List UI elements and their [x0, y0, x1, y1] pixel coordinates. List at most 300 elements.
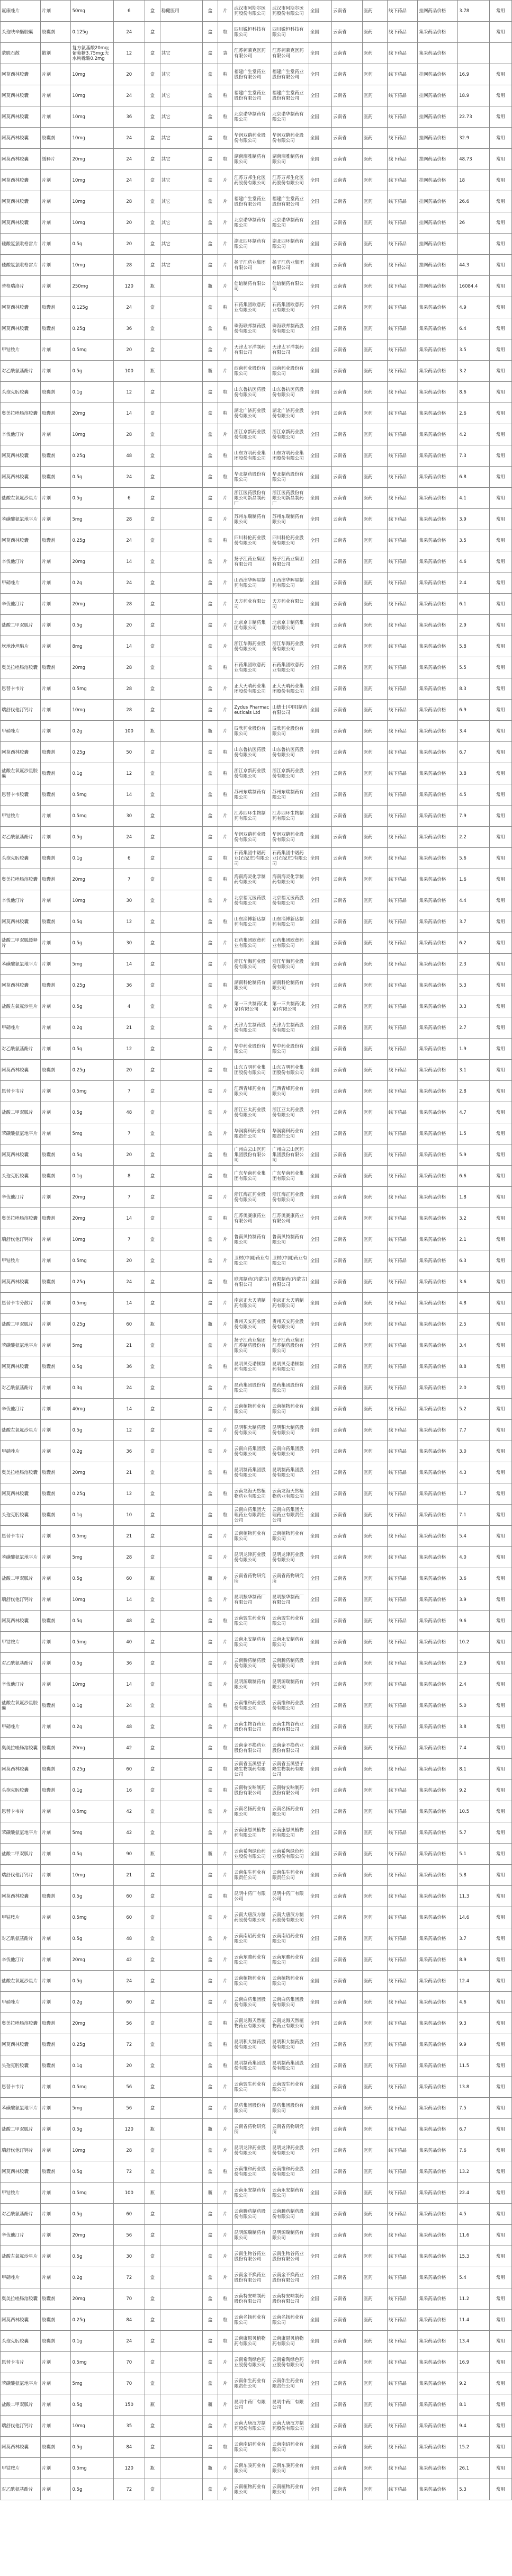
table-cell: 片: [218, 339, 233, 361]
table-cell: 片剂: [40, 636, 70, 657]
table-cell: 片剂: [40, 1293, 70, 1314]
table-cell: 片: [218, 827, 233, 848]
table-cell: [160, 1039, 202, 1060]
table-cell: 粒: [218, 1462, 233, 1483]
table-cell: 江苏柯莱克医药有限公司: [233, 43, 271, 64]
table-cell: 片: [218, 2246, 233, 2267]
table-cell: 医药: [362, 1759, 387, 1780]
table-cell: 片剂: [40, 2204, 70, 2225]
table-cell: 昆明贝克诺顿制药有限公司: [271, 1356, 309, 1378]
table-cell: 60: [113, 1314, 145, 1335]
table-cell: 线下药品: [387, 2331, 417, 2352]
table-cell: 恩替卡韦片: [1, 1526, 41, 1547]
table-cell: 医药: [362, 1928, 387, 1949]
table-cell: 云南永安制药有限公司: [233, 1632, 271, 1653]
table-cell: 甲钴胺片: [1, 1907, 41, 1928]
table-cell: 盒: [202, 1716, 218, 1738]
table-cell: [160, 2055, 202, 2077]
table-cell: 浙江医药股份有限公司新昌制药厂: [233, 488, 271, 509]
table-cell: 0.2g: [71, 1441, 113, 1462]
table-cell: 集采药品价格: [418, 2479, 458, 2500]
table-cell: 片: [218, 1801, 233, 1822]
table-cell: 胶囊剂: [40, 2034, 70, 2055]
table-cell: 胶囊剂: [40, 1272, 70, 1293]
table-cell: [160, 1780, 202, 1801]
table-cell: 全国: [309, 22, 332, 43]
table-cell: 医药: [362, 1123, 387, 1144]
table-cell: 盒: [202, 212, 218, 234]
table-cell: 集采药品价格: [418, 1865, 458, 1886]
table-cell: 联邦制药(内蒙古)有限公司: [233, 1272, 271, 1293]
table-cell: 线下药品: [387, 1039, 417, 1060]
table-cell: 云南省: [332, 1250, 362, 1272]
table-row: [1, 678, 512, 700]
table-cell: 线下药品: [387, 742, 417, 763]
table-cell: 医药: [362, 1865, 387, 1886]
table-cell: 5.2: [458, 1399, 490, 1420]
table-cell: 瑞舒伐他汀钙片: [1, 1229, 41, 1250]
table-cell: 盒: [202, 657, 218, 678]
table-cell: 集采药品价格: [418, 848, 458, 869]
table-cell: 云南龙海天然植物药业有限公司: [233, 1483, 271, 1505]
table-cell: 盐酸左氧氟沙星片: [1, 488, 41, 509]
table-cell: 盒: [145, 1801, 160, 1822]
table-cell: 江苏四环生物制药有限公司: [233, 806, 271, 827]
table-cell: 散剂: [40, 43, 70, 64]
table-cell: 0.5g: [71, 1356, 113, 1378]
table-cell: 42: [113, 1738, 145, 1759]
table-cell: 四川锐恒科技有限公司: [271, 22, 309, 43]
table-cell: 线下药品: [387, 551, 417, 573]
table-cell: 盒: [202, 1695, 218, 1716]
table-cell: 云南腾药制药股份有限公司: [233, 1653, 271, 1674]
table-cell: 片剂: [40, 1992, 70, 2013]
table-cell: 盐酸二甲双胍片: [1, 1314, 41, 1335]
table-cell: 浙江华海药业股份有限公司: [233, 954, 271, 975]
table-cell: 线下药品: [387, 2246, 417, 2267]
table-cell: 盒: [202, 1144, 218, 1166]
table-cell: 甲硝唑片: [1, 573, 41, 594]
table-cell: 全国: [309, 1483, 332, 1505]
table-cell: 湖北四环制药有限公司: [233, 234, 271, 255]
table-cell: 线下药品: [387, 1505, 417, 1526]
table-cell: 阿莫西林胶囊: [1, 2161, 41, 2183]
table-row: [1, 1250, 512, 1272]
table-cell: 袋: [218, 43, 233, 64]
table-cell: 阿莫西林胶囊: [1, 1611, 41, 1632]
table-cell: 阿莫西林胶囊: [1, 2437, 41, 2458]
table-cell: [160, 996, 202, 1017]
table-cell: 常用: [489, 2098, 511, 2119]
table-cell: 10mg: [71, 2140, 113, 2161]
table-cell: 集采药品价格: [418, 530, 458, 551]
table-cell: [160, 1653, 202, 1674]
table-cell: 12: [113, 382, 145, 403]
table-cell: 其它: [160, 106, 202, 128]
table-cell: 9.2: [458, 1780, 490, 1801]
table-row: [1, 2161, 512, 2183]
table-cell: [160, 1462, 202, 1483]
table-cell: 云南希陶绿色药业股份有限公司: [271, 2352, 309, 2373]
table-cell: 辛伐他汀片: [1, 1399, 41, 1420]
table-cell: 9.2: [458, 2373, 490, 2394]
table-cell: 集采药品价格: [418, 911, 458, 933]
table-cell: 100: [113, 2183, 145, 2204]
table-cell: 片剂: [40, 1441, 70, 1462]
table-cell: 盒: [145, 2373, 160, 2394]
table-cell: 盒: [202, 2204, 218, 2225]
table-cell: 云南省: [332, 1441, 362, 1462]
table-cell: 粒: [218, 1759, 233, 1780]
table-cell: 胶囊剂: [40, 530, 70, 551]
table-cell: 14: [113, 954, 145, 975]
table-cell: 7: [113, 1123, 145, 1144]
table-cell: 盒: [202, 1399, 218, 1420]
table-cell: 0.125g: [71, 297, 113, 318]
table-cell: 3.1: [458, 1060, 490, 1081]
table-cell: [160, 339, 202, 361]
table-cell: 云南省: [332, 128, 362, 149]
table-row: [1, 996, 512, 1017]
table-cell: 盒: [145, 1441, 160, 1462]
table-cell: 全国: [309, 1632, 332, 1653]
table-cell: 片: [218, 170, 233, 191]
table-cell: 粒: [218, 1144, 233, 1166]
table-cell: 线下药品: [387, 22, 417, 43]
table-cell: 石药集团欧意药业有限公司: [233, 657, 271, 678]
table-cell: 线下药品: [387, 1314, 417, 1335]
table-cell: 医药: [362, 1060, 387, 1081]
table-cell: 粒: [218, 1886, 233, 1907]
table-cell: 线下药品: [387, 1716, 417, 1738]
table-cell: 片剂: [40, 212, 70, 234]
table-cell: 0.25g: [71, 318, 113, 339]
table-cell: 线下药品: [387, 1547, 417, 1568]
table-cell: 江苏四环生物制药有限公司: [271, 806, 309, 827]
table-cell: 集采药品价格: [418, 2140, 458, 2161]
table-cell: 北京京丰制药集团有限公司: [271, 615, 309, 636]
table-cell: 全国: [309, 1949, 332, 1971]
table-cell: 14: [113, 1399, 145, 1420]
table-cell: 医药: [362, 1335, 387, 1356]
table-cell: 常用: [489, 1483, 511, 1505]
table-cell: 云南省: [332, 869, 362, 890]
table-cell: 浙江华海药业股份有限公司: [233, 636, 271, 657]
table-cell: 44.3: [458, 255, 490, 276]
table-cell: 线下药品: [387, 975, 417, 996]
table-cell: 全国: [309, 1335, 332, 1356]
table-cell: 胶囊剂: [40, 784, 70, 806]
table-cell: 片: [218, 234, 233, 255]
table-cell: 20: [113, 64, 145, 85]
table-cell: 20: [113, 1144, 145, 1166]
table-cell: 医药: [362, 2479, 387, 2500]
table-cell: 10mg: [71, 1674, 113, 1695]
table-cell: 武汉市阿斯尔医药股份有限公司: [233, 1, 271, 22]
table-cell: 20mg: [71, 551, 113, 573]
table-cell: [160, 1547, 202, 1568]
table-cell: 集采药品价格: [418, 382, 458, 403]
table-cell: 12.4: [458, 1971, 490, 1992]
table-cell: 头孢克肟胶囊: [1, 2055, 41, 2077]
table-cell: 10mg: [71, 85, 113, 106]
table-cell: 全国: [309, 1759, 332, 1780]
table-row: [1, 1314, 512, 1335]
table-cell: 常用: [489, 1653, 511, 1674]
table-cell: 1.5: [458, 1123, 490, 1144]
table-cell: 72: [113, 2479, 145, 2500]
table-cell: [160, 2034, 202, 2055]
table-cell: 胶囊剂: [40, 848, 70, 869]
table-cell: 片剂: [40, 1547, 70, 1568]
table-cell: 盒: [202, 1441, 218, 1462]
table-cell: 粒: [218, 911, 233, 933]
table-cell: [160, 954, 202, 975]
table-cell: 常用: [489, 1102, 511, 1123]
table-cell: 集采药品价格: [418, 615, 458, 636]
table-cell: 36: [113, 1653, 145, 1674]
table-cell: 云南省: [332, 1992, 362, 2013]
table-cell: 全国: [309, 1187, 332, 1208]
table-cell: 片剂: [40, 1, 70, 22]
table-cell: 阿莫西林胶囊: [1, 1356, 41, 1378]
table-cell: 线下药品: [387, 1462, 417, 1483]
table-cell: 片: [218, 1102, 233, 1123]
table-cell: 盒: [202, 594, 218, 615]
table-cell: 瓶: [202, 2394, 218, 2416]
table-cell: 10mg: [71, 128, 113, 149]
table-cell: 盒: [202, 1907, 218, 1928]
table-cell: 盒: [145, 1738, 160, 1759]
table-cell: 医药: [362, 106, 387, 128]
table-cell: 全国: [309, 1060, 332, 1081]
table-cell: 0.5g: [71, 488, 113, 509]
table-cell: 集采药品价格: [418, 361, 458, 382]
table-cell: 湖北广济药业股份有限公司: [271, 403, 309, 424]
table-row: [1, 212, 512, 234]
table-cell: 湖南科伦制药有限公司: [233, 975, 271, 996]
table-cell: 集采药品价格: [418, 2077, 458, 2098]
table-cell: 线下药品: [387, 2077, 417, 2098]
table-cell: 片: [218, 806, 233, 827]
table-cell: 云南省玉溪望子隆生物制药有限公司: [271, 1759, 309, 1780]
table-cell: 云南植物药业有限公司: [271, 1526, 309, 1547]
table-cell: 全国: [309, 1039, 332, 1060]
table-cell: 线下药品: [387, 1208, 417, 1229]
table-cell: 盒: [145, 2055, 160, 2077]
table-cell: 扬子江药业集团江苏制药股份有限公司: [233, 1335, 271, 1356]
table-cell: 盒: [145, 191, 160, 212]
table-cell: 医药: [362, 22, 387, 43]
table-cell: 20: [113, 615, 145, 636]
table-cell: 山西津华晖星制药有限公司: [271, 573, 309, 594]
table-cell: 片剂: [40, 2225, 70, 2246]
table-cell: 14: [113, 784, 145, 806]
table-cell: 0.1g: [71, 1695, 113, 1716]
table-cell: 0.1g: [71, 2331, 113, 2352]
table-cell: 浙江京新药业股份有限公司: [233, 424, 271, 445]
table-cell: 盒: [202, 2267, 218, 2288]
table-cell: 集采药品价格: [418, 1187, 458, 1208]
table-cell: 粒: [218, 149, 233, 170]
table-cell: 阿莫西林胶囊: [1, 170, 41, 191]
table-cell: 医药: [362, 2119, 387, 2140]
table-cell: 华北制药股份有限公司: [233, 467, 271, 488]
table-cell: 全国: [309, 1505, 332, 1526]
table-cell: 苯磺酸氨氯地平片: [1, 1547, 41, 1568]
table-cell: 全国: [309, 445, 332, 467]
table-cell: 粒: [218, 106, 233, 128]
table-cell: 0.5mg: [71, 1801, 113, 1822]
table-cell: 4.9: [458, 297, 490, 318]
table-cell: [160, 721, 202, 742]
table-cell: 24: [113, 827, 145, 848]
table-cell: 医药: [362, 573, 387, 594]
table-cell: [160, 911, 202, 933]
table-cell: 苏州东瑞制药有限公司: [233, 784, 271, 806]
table-cell: 医药: [362, 848, 387, 869]
table-cell: 3.9: [458, 1589, 490, 1611]
table-cell: 盒: [202, 530, 218, 551]
table-cell: 线下药品: [387, 2267, 417, 2288]
table-cell: 14: [113, 636, 145, 657]
table-cell: 全国: [309, 2310, 332, 2331]
table-cell: 全国: [309, 1462, 332, 1483]
table-cell: 片剂: [40, 573, 70, 594]
table-cell: 粒: [218, 848, 233, 869]
table-cell: 常用: [489, 911, 511, 933]
table-cell: 集采药品价格: [418, 339, 458, 361]
table-cell: 华润赛科药业有限责任公司: [271, 1123, 309, 1144]
table-cell: 其它: [160, 255, 202, 276]
table-cell: 石药集团欧意药业有限公司: [233, 933, 271, 954]
table-cell: 盒: [202, 2246, 218, 2267]
table-cell: 盐酸二甲双胍片: [1, 1844, 41, 1865]
table-cell: 胶囊剂: [40, 403, 70, 424]
table-cell: 常用: [489, 22, 511, 43]
table-cell: 片: [218, 954, 233, 975]
table-cell: 医药: [362, 509, 387, 530]
table-cell: 盒: [202, 573, 218, 594]
table-cell: 片剂: [40, 1568, 70, 1589]
table-cell: 集采药品价格: [418, 1441, 458, 1462]
table-cell: 6.9: [458, 700, 490, 721]
table-cell: 云南南诏药业有限公司: [233, 1928, 271, 1949]
table-cell: 江苏奥赛康药业有限公司: [233, 1208, 271, 1229]
table-cell: 恩替卡韦片: [1, 1081, 41, 1102]
table-cell: 云南植物药业有限公司: [271, 1971, 309, 1992]
table-cell: 线下药品: [387, 1483, 417, 1505]
table-cell: 32.9: [458, 128, 490, 149]
table-cell: 0.5g: [71, 827, 113, 848]
table-cell: 常用: [489, 85, 511, 106]
table-cell: 医药: [362, 1229, 387, 1250]
table-cell: 盒: [145, 2310, 160, 2331]
table-cell: 片: [218, 2373, 233, 2394]
table-cell: 片: [218, 1568, 233, 1589]
table-cell: 常用: [489, 1949, 511, 1971]
table-cell: 瓶: [202, 1568, 218, 1589]
table-cell: 盒: [145, 594, 160, 615]
table-cell: 盒: [202, 636, 218, 657]
table-cell: 盒: [145, 1399, 160, 1420]
table-cell: 云南植物药业有限公司: [233, 1971, 271, 1992]
table-cell: 医药: [362, 2310, 387, 2331]
table-cell: 片剂: [40, 827, 70, 848]
table-cell: 云南省: [332, 318, 362, 339]
table-cell: 26.1: [458, 2458, 490, 2479]
table-cell: 0.2g: [71, 1716, 113, 1738]
table-cell: 瑞舒伐他汀钙片: [1, 700, 41, 721]
table-cell: 常用: [489, 530, 511, 551]
table-cell: 盒: [202, 191, 218, 212]
table-cell: [160, 1123, 202, 1144]
table-cell: 9.6: [458, 1611, 490, 1632]
table-row: [1, 2437, 512, 2458]
table-cell: 瓶: [202, 721, 218, 742]
table-cell: 医药: [362, 2416, 387, 2437]
table-cell: 盒: [202, 2161, 218, 2183]
table-cell: [160, 467, 202, 488]
table-cell: 医药: [362, 1716, 387, 1738]
table-cell: 全国: [309, 1716, 332, 1738]
table-row: [1, 1187, 512, 1208]
table-cell: 医药: [362, 1589, 387, 1611]
table-cell: 线下药品: [387, 1, 417, 22]
table-row: [1, 2140, 512, 2161]
table-cell: 粒: [218, 1611, 233, 1632]
table-cell: 集采药品价格: [418, 1060, 458, 1081]
table-cell: 集采药品价格: [418, 2331, 458, 2352]
table-cell: 头孢克肟胶囊: [1, 2331, 41, 2352]
table-cell: 甲硝唑片: [1, 1992, 41, 2013]
table-row: [1, 1801, 512, 1822]
table-cell: 常用: [489, 1017, 511, 1039]
table-cell: 线下药品: [387, 255, 417, 276]
table-cell: 常用: [489, 1865, 511, 1886]
table-cell: 集采药品价格: [418, 1314, 458, 1335]
table-cell: 60: [113, 1907, 145, 1928]
table-cell: 山东淄博新达制药有限公司: [233, 911, 271, 933]
table-cell: [160, 2098, 202, 2119]
table-cell: 盒: [202, 1102, 218, 1123]
table-cell: 12: [113, 1420, 145, 1441]
table-cell: 片: [218, 1039, 233, 1060]
table-cell: 2.9: [458, 615, 490, 636]
table-cell: 胶囊剂: [40, 2437, 70, 2458]
table-cell: 盒: [202, 1229, 218, 1250]
table-cell: 线下药品: [387, 424, 417, 445]
table-row: [1, 742, 512, 763]
table-cell: 线下药品: [387, 933, 417, 954]
table-cell: 广州白云山医药集团股份有限公司: [233, 1144, 271, 1166]
table-cell: 盒: [202, 170, 218, 191]
table-cell: 常用: [489, 339, 511, 361]
table-cell: 卫材(中国)药业有限公司: [233, 1250, 271, 1272]
table-cell: 盒: [145, 1335, 160, 1356]
table-cell: 8.8: [458, 1356, 490, 1378]
table-cell: 阿莫西林胶囊: [1, 445, 41, 467]
table-cell: 医药: [362, 678, 387, 700]
table-cell: 云南省: [332, 488, 362, 509]
table-cell: 集采药品价格: [418, 594, 458, 615]
table-cell: 线下药品: [387, 106, 417, 128]
table-row: [1, 1886, 512, 1907]
table-cell: 云南盟生药业有限公司: [271, 1611, 309, 1632]
table-cell: 集采药品价格: [418, 1208, 458, 1229]
table-row: [1, 1, 512, 22]
table-row: [1, 1081, 512, 1102]
